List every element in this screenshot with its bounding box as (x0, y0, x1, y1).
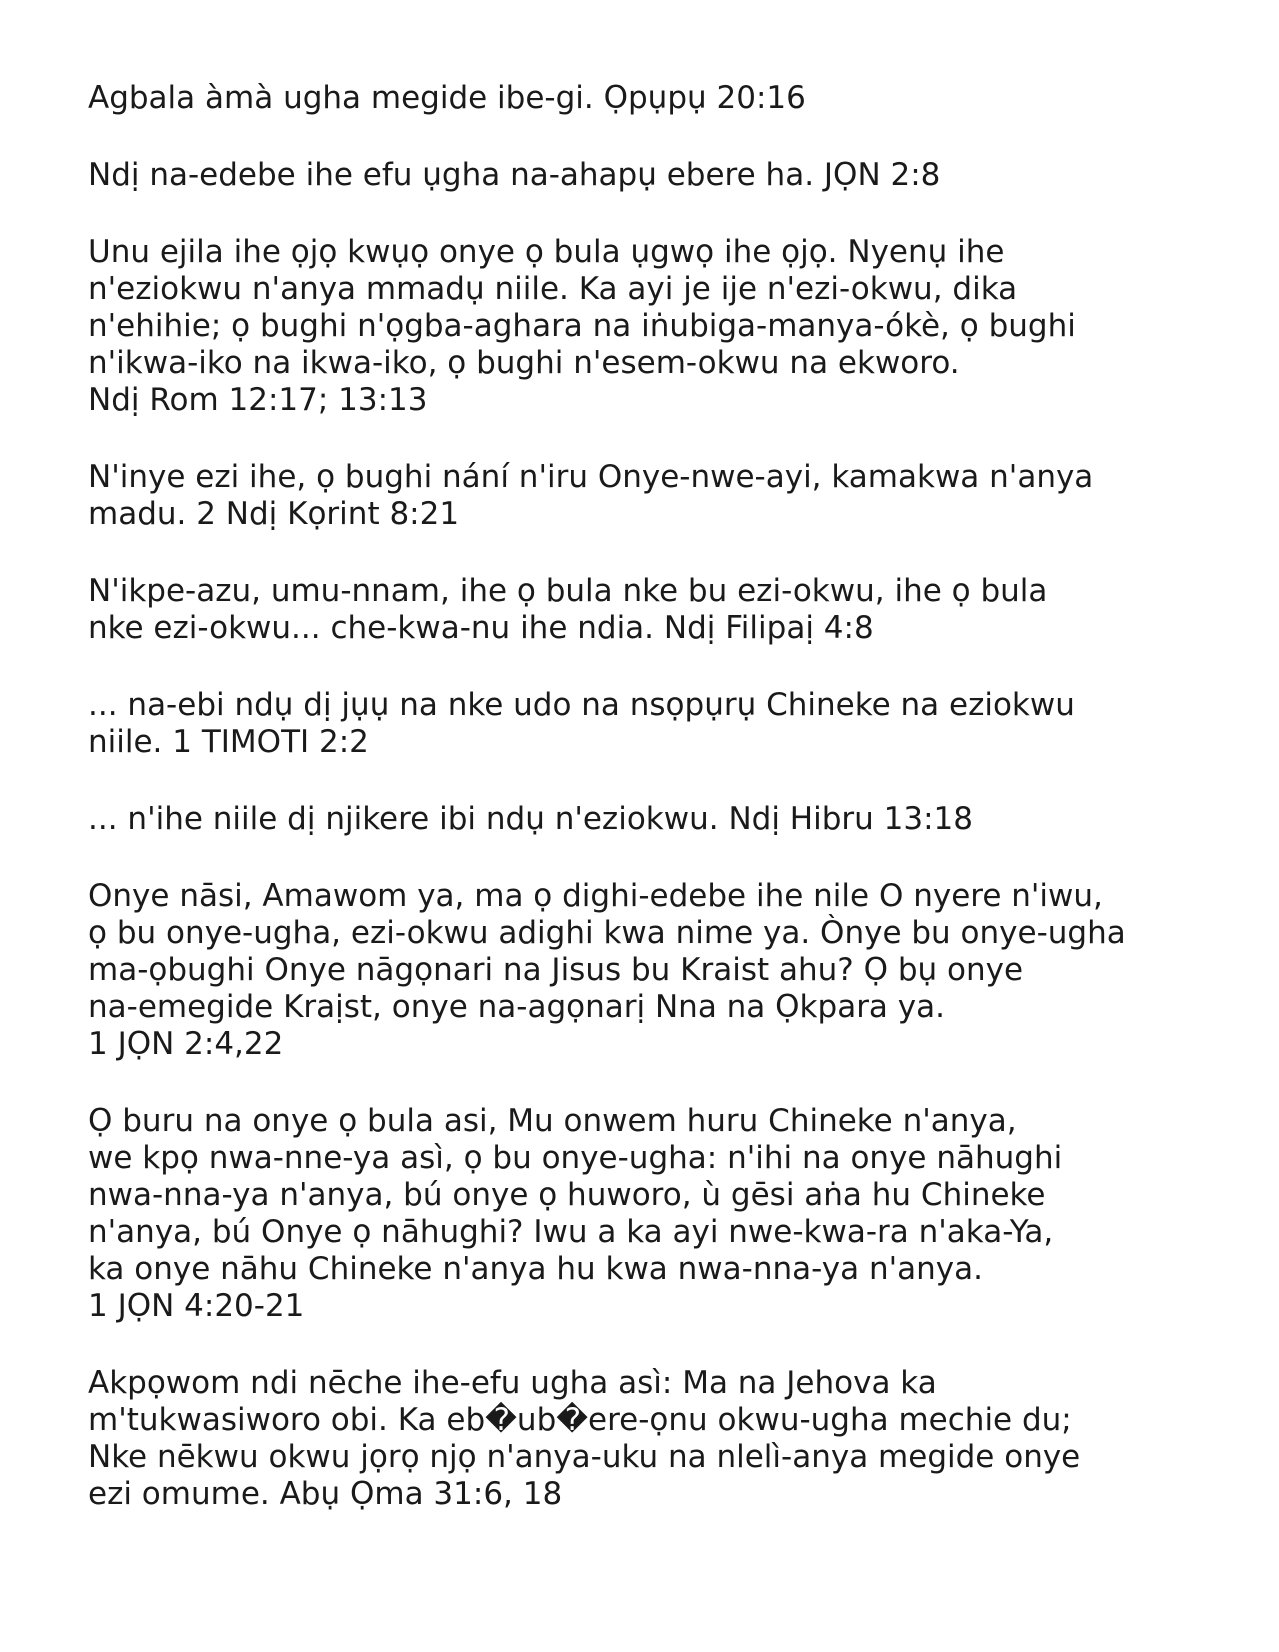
verse-1-timothy-2-2: ... na-ebi ndụ dị jụụ na nke udo na nsọpụrụ Chineke na eziokwu niile. 1 TIMOTI 2:2 (88, 687, 1075, 760)
document-page (88, 80, 1218, 1553)
verse-1-john-2-4: Onye nāsi, Amawom ya, ma ọ dighi-edebe ihe nile O nyere n'iwu, ọ bu onye-ugha, ezi-okwu adighi kwa nime ya. Ònye bu onye-ugha ma-ọbughi Onye nāgọnari na Jisus bu Kraist ahu? Ọ bụ onye na-emegide Kraịst, onye na-agọnarị Nna na Ọkpara ya. 1 JỌN 2:4,22 (88, 878, 1126, 1062)
verse-exodus-20-16: Agbala àmà ugha megide ibe-gi. Ọpụpụ 20:16 (88, 80, 806, 116)
verse-hebrews-13-18: ... n'ihe niile dị njikere ibi ndụ n'eziokwu. Ndị Hibru 13:18 (88, 801, 973, 837)
verse-romans-12-17: Unu ejila ihe ọjọ kwụọ onye ọ bula ụgwọ ihe ọjọ. Nyenụ ihe n'eziokwu n'anya mmadụ niile. Ka ayi je ije n'ezi-okwu, dika n'ehihie; ọ bughi n'ọgba-aghara na iṅubiga-manya-ókè, ọ bughi n'ikwa-iko na ikwa-iko, ọ bughi n'esem-okwu na ekworo. Ndị Rom 12:17; 13:13 (88, 234, 1076, 418)
verse-1-john-4-20: Ọ buru na onye ọ bula asi, Mu onwem huru Chineke n'anya, we kpọ nwa-nne-ya asì, ọ bu onye-ugha: n'ihi na onye nāhughi nwa-nna-ya n'anya, bú onye ọ huworo, ù gēsi aṅa hu Chineke n'anya, bú Onye ọ nāhughi? Iwu a ka ayi nwe-kwa-ra n'aka-Ya, ka onye nāhu Chineke n'anya hu kwa nwa-nna-ya n'anya. 1 JỌN 4:20-21 (88, 1103, 1063, 1324)
verse-2-corinthians-8-21: N'inye ezi ihe, ọ bughi nání n'iru Onye-nwe-ayi, kamakwa n'anya madu. 2 Ndị Kọrint 8:21 (88, 459, 1094, 532)
verse-psalm-31-6: Akpọwom ndi nēche ihe-efu ugha asì: Ma na Jehova ka m'tukwasiworo obi. Ka eb�ub�ere-ọnu okwu-ugha mechie du; Nke nēkwu okwu jọrọ njọ n'anya-uku na nlelì-anya megide onye ezi omume. Abụ Ọma 31:6, 18 (88, 1365, 1081, 1512)
verse-jon-2-8: Ndị na-edebe ihe efu ụgha na-ahapụ ebere ha. JỌN 2:8 (88, 157, 941, 193)
verse-philippians-4-8: N'ikpe-azu, umu-nnam, ihe ọ bula nke bu ezi-okwu, ihe ọ bula nke ezi-okwu... che-kwa-nu ihe ndia. Ndị Filipaị 4:8 (88, 573, 1048, 646)
